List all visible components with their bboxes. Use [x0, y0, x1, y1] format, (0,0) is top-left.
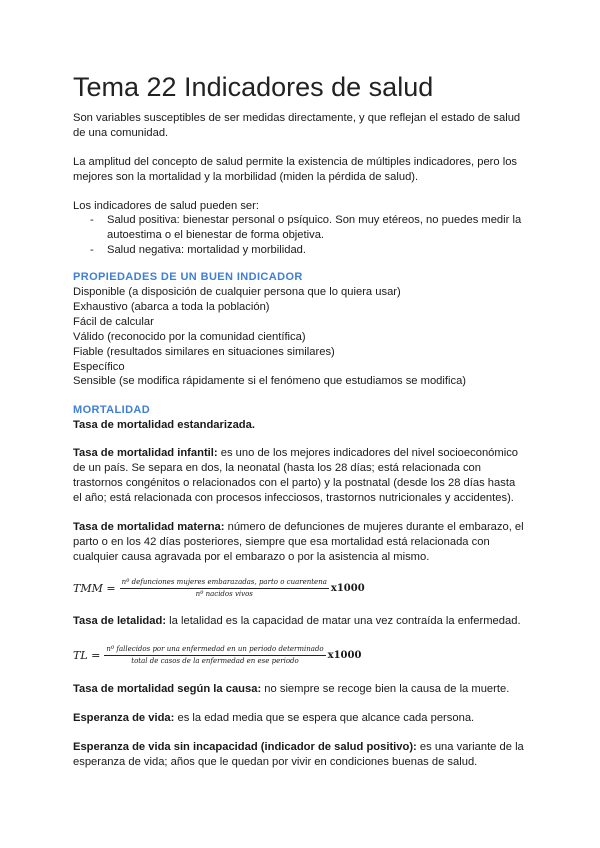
- disability-free-life-expectancy-paragraph: Esperanza de vida sin incapacidad (indicador de salud positivo): es una variante de la esperanza de vida; años que le quedan por vivir en condiciones buenas de salud.: [73, 741, 524, 768]
- formula-multiplier: x1000: [330, 583, 365, 594]
- dash-bullet: -: [90, 244, 94, 256]
- intro-paragraph-3: Los indicadores de salud pueden ser:: [73, 200, 259, 212]
- list-item: Fácil de calcular: [73, 315, 154, 328]
- list-item: - Salud negativa: mortalidad y morbilidad.: [90, 244, 306, 256]
- list-item: Fiable (resultados similares en situaciones similares): [73, 345, 335, 358]
- formula-numerator: nº defunciones mujeres embarazadas, parto o cuarentena: [120, 578, 329, 589]
- intro-paragraph-1: Son variables susceptibles de ser medidas directamente, y que reflejan el estado de salud de una comunidad.: [73, 112, 521, 139]
- properties-heading: PROPIEDADES DE UN BUEN INDICADOR: [73, 271, 303, 283]
- list-item: Disponible (a disposición de cualquier persona que lo quiera usar): [73, 286, 401, 298]
- indicator-types-list: [73, 213, 525, 258]
- formula-denominator: nº nacidos vivos: [195, 590, 253, 598]
- list-item: Sensible (se modifica rápidamente si el fenómeno que estudiamos se modifica): [73, 375, 467, 388]
- tmm-formula: [73, 578, 365, 599]
- dash-bullet: -: [90, 214, 94, 226]
- formula-fraction: [120, 578, 329, 599]
- formula-lhs: TMM =: [73, 582, 116, 595]
- lethality-paragraph: Tasa de letalidad: la letalidad es la capacidad de matar una vez contraída la enfermedad.: [73, 615, 521, 627]
- formula-lhs: TL =: [73, 649, 101, 662]
- life-expectancy-paragraph: Esperanza de vida: es la edad media que se espera que alcance cada persona.: [73, 712, 475, 724]
- tl-formula: [73, 645, 361, 666]
- maternal-mortality-paragraph: Tasa de mortalidad materna: número de defunciones de mujeres durante el embarazo, el parto o en los 42 días posteriores, siempre que esa mortalidad está relacionada con cualquier causa agravada por el embarazo o por la asistencia al mismo.: [73, 521, 524, 563]
- cause-mortality-paragraph: Tasa de mortalidad según la causa: no siempre se recoge bien la causa de la muerte.: [73, 683, 510, 695]
- mortality-heading: MORTALIDAD: [73, 404, 151, 416]
- formula-denominator: total de casos de la enfermedad en ese periodo: [131, 657, 299, 665]
- formula-fraction: [104, 645, 325, 666]
- standardized-rate: Tasa de mortalidad estandarizada.: [73, 419, 255, 431]
- infant-mortality-paragraph: Tasa de mortalidad infantil: es uno de los mejores indicadores del nivel socioeconómico de un país. Se separa en dos, la neonatal (hasta los 28 días; está relacionada con trastornos congénitos o relacionados con el parto) y la postnatal (desde los 28 días hasta el año; está relacionada con procesos infecciosos, trastornos nutricionales y accidentes).: [73, 447, 519, 504]
- properties-list: [73, 285, 466, 389]
- list-item: Válido (reconocido por la comunidad científica): [73, 330, 306, 343]
- formula-numerator: nº fallecidos por una enfermedad en un periodo determinado: [104, 645, 325, 656]
- formula-multiplier: x1000: [327, 650, 362, 661]
- intro-paragraph-2: La amplitud del concepto de salud permite la existencia de múltiples indicadores, pero los mejores son la mortalidad y la morbilidad (miden la pérdida de salud).: [73, 156, 518, 183]
- list-item: Específico: [73, 360, 125, 373]
- list-item: Exhaustivo (abarca a toda la población): [73, 300, 270, 313]
- page-title: Tema 22 Indicadores de salud: [73, 72, 434, 102]
- list-item: - Salud positiva: bienestar personal o psíquico. Son muy etéreos, no puedes medir la autoestima o el bienestar de forma objetiva.: [90, 214, 522, 241]
